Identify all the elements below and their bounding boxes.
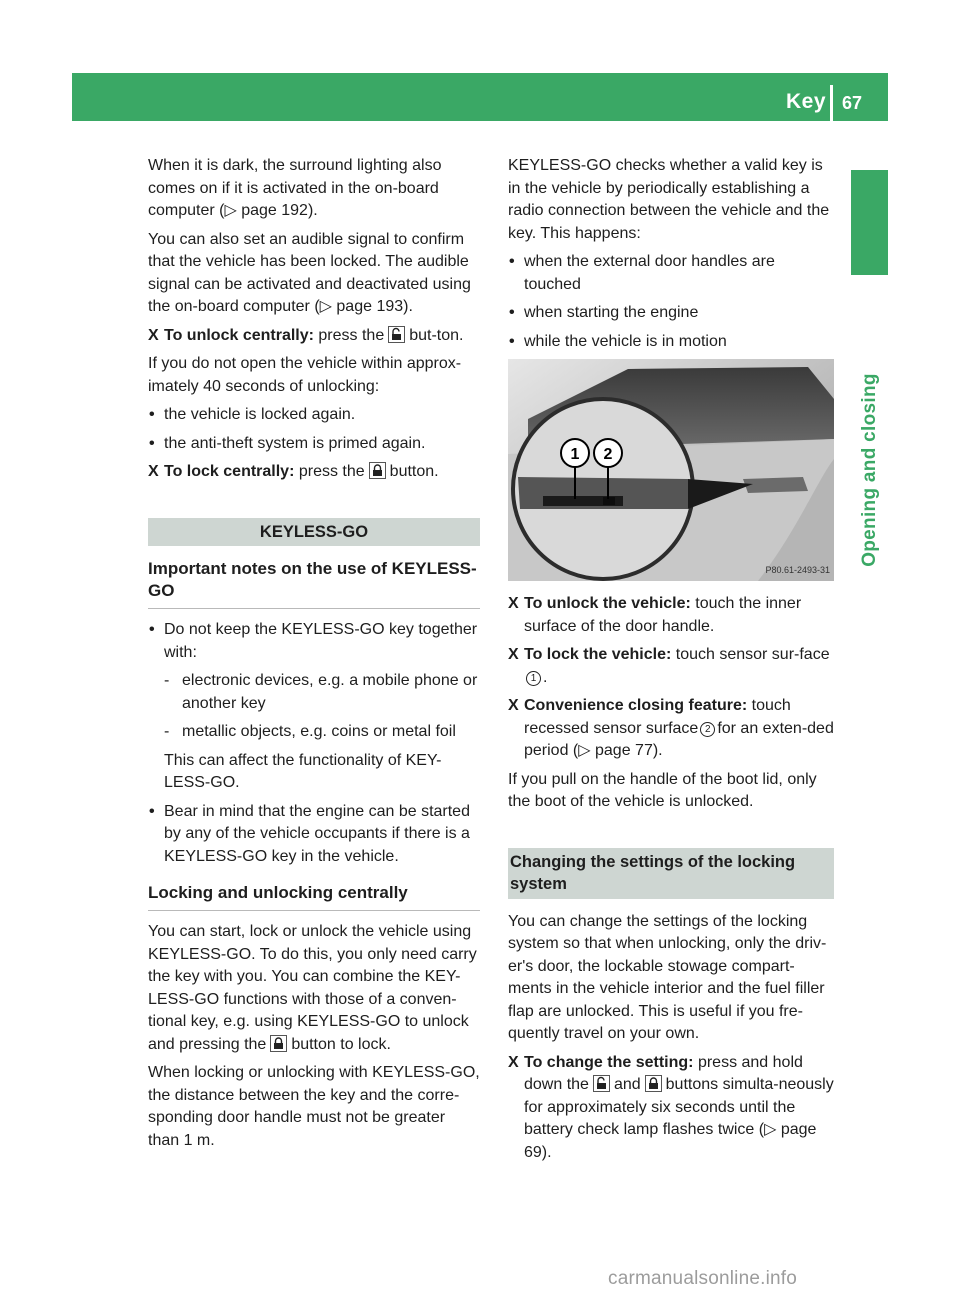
lock-button-icon (369, 462, 386, 479)
paragraph: When locking or unlocking with KEYLESS-GO, the distance between the key and the corre-sponding door handle must not be greater than 1 m. (148, 1064, 480, 1149)
door-handle (743, 477, 808, 493)
left-column (148, 155, 480, 1158)
step-label: To unlock centrally: (164, 326, 314, 344)
instruction-step (508, 644, 834, 689)
watermark: carmanualsonline.info (608, 1268, 798, 1289)
step-text: . (543, 668, 548, 686)
step-label: To change the setting: (524, 1053, 694, 1071)
list-item: • the anti-theft system is primed again. (148, 433, 480, 456)
step-text: but-ton. (409, 326, 464, 344)
step-label: To lock the vehicle: (524, 646, 672, 663)
instruction-step (148, 461, 480, 484)
door-handle-photo (508, 359, 834, 581)
step-arrow-icon: X (148, 326, 159, 344)
list-item-continuation: This can affect the functionality of KEY-LESS-GO. (164, 751, 442, 791)
step-arrow-icon: X (508, 697, 519, 714)
car-door-illustration (508, 359, 834, 581)
section-heading-text: KEYLESS-GO (259, 522, 369, 541)
instruction-step (508, 593, 834, 638)
step-text: touch recessed sensor surface (524, 697, 791, 737)
paragraph: You can also set an audible signal to confirm that the vehicle has been locked. The audible signal can be activated and deactivated using the on-board computer (▷ page 193). (148, 230, 471, 315)
paragraph-text: You can start, lock or unlock the vehicle using KEYLESS-GO. To do this, you only need carry the key with you. You can combine the KEY-LESS-GO functions with those of a conven-tional key, e.g. using KEYLESS-GO to unlock and pressing the (148, 923, 477, 1053)
list-item: • the vehicle is locked again. (148, 404, 480, 427)
figure-code: P80.61-2493-31 (765, 565, 830, 575)
step-arrow-icon: X (148, 463, 159, 480)
step-text: buttons simulta-neously for approximately six seconds until the battery check lamp flashes twice (▷ page 69). (524, 1076, 834, 1161)
step-text: for an exten-ded period (▷ page 77). (524, 719, 834, 759)
paragraph: KEYLESS-GO checks whether a valid key is in the vehicle by periodically establishing a radio connection between the vehicle and the key. This happens: (508, 157, 830, 242)
unlock-button-icon (593, 1075, 610, 1092)
callout-ref-2: 2 (700, 722, 715, 737)
subheading: Locking and unlocking centrally (148, 882, 480, 911)
step-text: press the (318, 326, 385, 344)
list-item: • when the external door handles are touched (508, 251, 834, 296)
paragraph: When it is dark, the surround lighting also comes on if it is activated in the on-board computer (▷ page 192). (148, 157, 442, 219)
paragraph: You can change the settings of the locking system so that when unlocking, only the driv-er's door, the lockable stowage compart-ments in the vehicle interior and the fuel filler flap are unlocked. This is useful if you fre-quently travel on your own. (508, 912, 827, 1042)
step-text: button. (389, 463, 439, 480)
side-tab-label-box (851, 290, 888, 650)
step-text: touch the inner surface of the door handle. (524, 595, 802, 635)
instruction-step (508, 695, 834, 763)
step-text: and (613, 1076, 641, 1093)
step-arrow-icon: X (508, 1053, 519, 1071)
sub-list-item: - metallic objects, e.g. coins or metal foil (148, 721, 480, 744)
section-heading (508, 848, 834, 899)
list-item: • while the vehicle is in motion (508, 331, 834, 354)
header-bar (72, 73, 888, 121)
side-tab-marker (851, 170, 888, 275)
list-item: • Bear in mind that the engine can be started by any of the vehicle occupants if there is a KEYLESS-GO key in the vehicle. (148, 801, 480, 869)
page-number: 67 (842, 93, 863, 113)
step-text: touch sensor sur-face (675, 646, 830, 663)
step-label: To lock centrally: (164, 463, 295, 480)
chapter-title: Key (785, 90, 826, 113)
callout-1-label: 1 (570, 446, 580, 463)
section-heading (148, 518, 480, 547)
step-label: To unlock the vehicle: (524, 595, 691, 612)
callout-2-label: 2 (603, 446, 613, 463)
instruction-step (148, 325, 480, 348)
step-text: press the (298, 463, 365, 480)
callout-ref-1: 1 (526, 671, 541, 686)
subheading: Important notes on the use of KEYLESS-GO (148, 558, 480, 609)
list-item: • Do not keep the KEYLESS-GO key together with: (148, 619, 480, 664)
step-arrow-icon: X (508, 646, 519, 663)
side-tab-label: Opening and closing (858, 373, 880, 567)
paragraph-text: button to lock. (291, 1035, 391, 1053)
list-item: • when starting the engine (508, 302, 834, 325)
section-heading-text: Changing the settings of the locking system (510, 852, 796, 893)
lock-button-icon (645, 1075, 662, 1092)
right-column (508, 155, 834, 1170)
paragraph: If you pull on the handle of the boot lid, only the boot of the vehicle is unlocked. (508, 770, 817, 810)
step-text: press and hold down the (524, 1053, 803, 1093)
instruction-step (508, 1052, 834, 1165)
paragraph: If you do not open the vehicle within approx-imately 40 seconds of unlocking: (148, 355, 462, 395)
lock-button-icon (270, 1035, 287, 1052)
step-label: Convenience closing feature: (524, 697, 748, 714)
sub-list-item: - electronic devices, e.g. a mobile phone or another key (148, 670, 480, 715)
paragraph (148, 921, 480, 1056)
header-divider (830, 85, 833, 121)
unlock-button-icon (388, 326, 405, 343)
step-arrow-icon: X (508, 595, 519, 612)
